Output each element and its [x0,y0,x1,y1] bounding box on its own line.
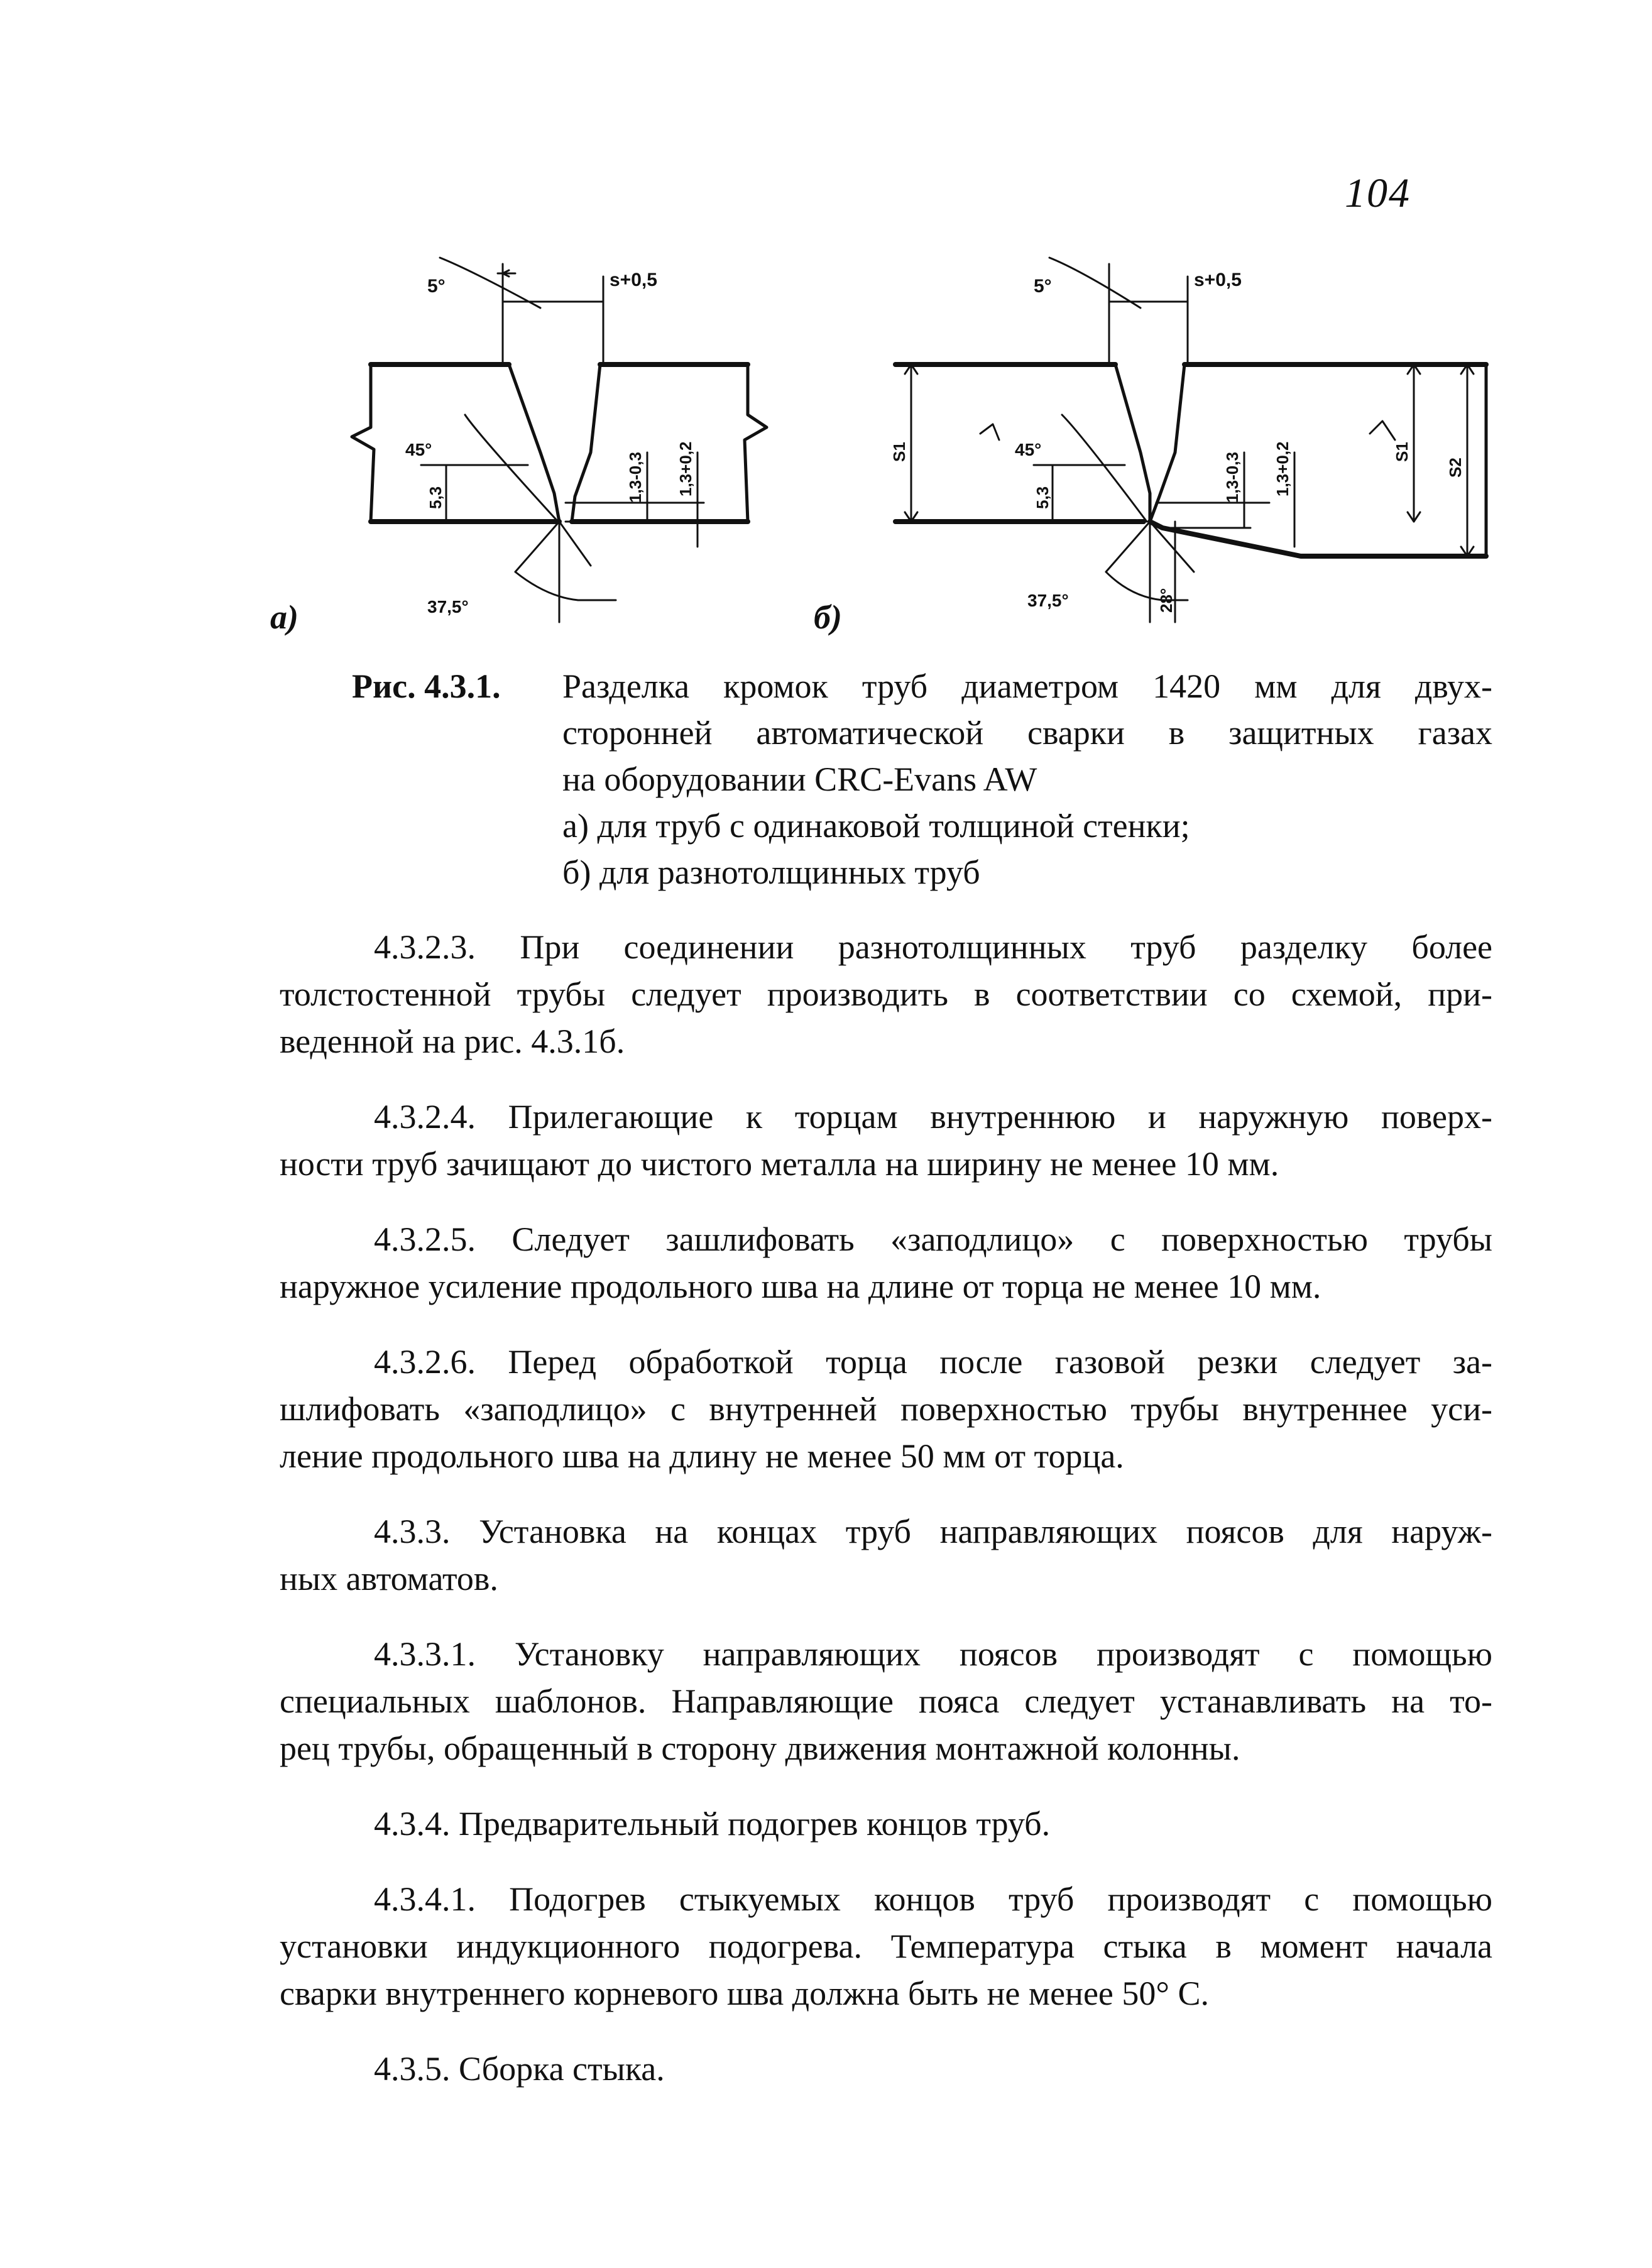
body-text [280,924,1492,2121]
paragraph-line: толстостенной трубы следует производить в соответствии со схемой, при- [280,975,1492,1013]
root-face-label: 1,3-0,3 [626,452,645,503]
figure-4-3-1 [264,245,1508,647]
angle-37-5-label: 37,5° [1027,591,1069,610]
angle-45-label: 45° [405,440,432,459]
gap-label: s+0,5 [610,270,657,290]
paragraph-4-3-3-1 [280,1631,1492,1772]
paragraph-line: веденной на рис. 4.3.1б. [280,1022,625,1060]
paragraph-4-3-2-3 [280,924,1492,1065]
caption-line: Разделка кромок труб диаметром 1420 мм для двух- [562,667,1492,705]
caption-label: Рис. 4.3.1. [352,667,501,705]
paragraph-line: ности труб зачищают до чистого металла на ширину не менее 10 мм. [280,1145,1279,1183]
paragraph-line: 4.3.2.6. Перед обработкой торца после газовой резки следует за- [374,1343,1492,1381]
paragraph-line: 4.3.2.3. При соединении разнотолщинных труб разделку более [374,928,1492,966]
root-face-label: 1,3-0,3 [1223,452,1242,503]
paragraph-4-3-3 [280,1508,1492,1602]
paragraph-4-3-2-5 [280,1216,1492,1310]
paragraph-line: наружное усиление продольного шва на длине от торца не менее 10 мм. [280,1268,1321,1305]
s1-right-label: S1 [1392,442,1411,462]
paragraph-line: ление продольного шва на длину не менее 50 мм от торца. [280,1437,1124,1475]
caption-line: а) для труб с одинаковой толщиной стенки; [562,807,1190,845]
bevel-drawing [264,245,1508,647]
height-label: 5,3 [426,486,445,509]
paragraph-line: сварки внутреннего корневого шва должна быть не менее 50° С. [280,1975,1209,2012]
paragraph-4-3-2-6 [280,1339,1492,1480]
paragraph-line: 4.3.2.4. Прилегающие к торцам внутреннюю и наружную поверх- [374,1098,1492,1136]
paragraph-line: 4.3.5. Сборка стыка. [374,2050,665,2088]
caption-line: б) для разнотолщинных труб [562,853,980,891]
panel-b-letter: б) [814,598,842,636]
angle-45-label: 45° [1015,440,1042,459]
paragraph-line: рец трубы, обращенный в сторону движения монтажной колонны. [280,1729,1240,1767]
root-gap-label: 1,3+0,2 [676,441,695,496]
page-number: 104 [1345,170,1411,216]
paragraph-4-3-4-1 [280,1876,1492,2017]
root-gap-label: 1,3+0,2 [1273,441,1292,496]
paragraph-line: 4.3.2.5. Следует зашлифовать «заподлицо» с поверхностью трубы [374,1220,1492,1258]
paragraph-line: установки индукционного подогрева. Температура стыка в момент начала [280,1927,1492,1965]
paragraph-line: 4.3.3. Установка на концах труб направляющих поясов для наруж- [374,1513,1492,1550]
paragraph-4-3-2-4 [280,1093,1492,1188]
angle-37-5-label: 37,5° [427,597,469,616]
paragraph-line: специальных шаблонов. Направляющие пояса следует устанавливать на то- [280,1682,1492,1720]
gap-label: s+0,5 [1194,270,1242,290]
angle-5-label: 5° [427,276,446,297]
panel-b-drawing [895,258,1486,622]
panel-a-letter: а) [270,598,298,636]
angle-28-label: 28° [1157,588,1176,613]
paragraph-line: ных автоматов. [280,1560,498,1597]
height-label: 5,3 [1033,486,1052,509]
caption-line: сторонней автоматической сварки в защитных газах [562,714,1492,752]
caption-body [562,663,1492,896]
paragraph-4-3-5 [280,2046,1492,2093]
paragraph-4-3-4 [280,1800,1492,1848]
s2-label: S2 [1446,457,1465,478]
paragraph-line: 4.3.4. Предварительный подогрев концов труб. [374,1805,1051,1843]
paragraph-line: 4.3.3.1. Установку направляющих поясов производят с помощью [374,1635,1492,1673]
paragraph-line: 4.3.4.1. Подогрев стыкуемых концов труб производят с помощью [374,1880,1492,1918]
caption-line: на оборудовании CRC-Evans AW [562,760,1037,798]
s1-left-label: S1 [890,442,909,462]
angle-5-label: 5° [1034,276,1052,297]
paragraph-line: шлифовать «заподлицо» с внутренней поверхностью трубы внутреннее уси- [280,1390,1492,1428]
